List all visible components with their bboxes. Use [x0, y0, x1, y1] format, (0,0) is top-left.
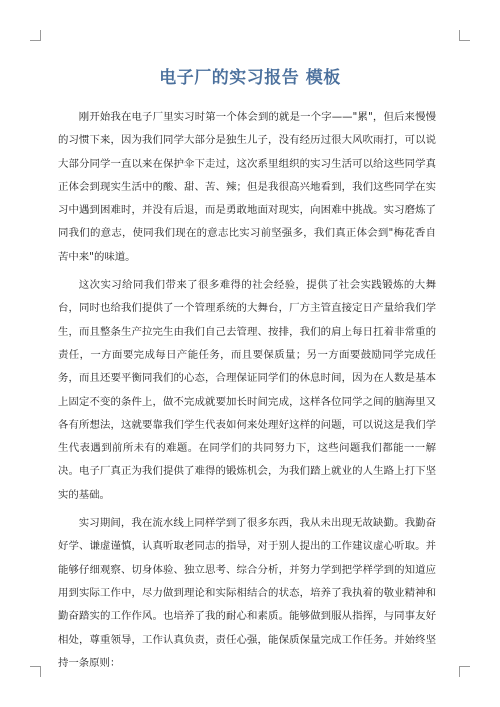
document-body — [58, 106, 436, 680]
paragraph-2: 这次实习给同我们带来了很多难得的社会经验，提供了社会实践锻炼的大舞台，同时也给我们提供了一个管理系统的大舞台，厂方主管直接定日产量给我们学生，而且整条生产拉完生由我们自己去管理、按排，我们的肩上每日扛着非常重的责任，一方面要完成每日产能任务，而且要保质量；另一方面要鼓励同学完成任务，而且还要平衡同我们的心态，合理保证同学们的休息时间，因为在人数是基本上固定不变的条件上，做不完成就要加长时间完成，这样各位同学之间的脑海里又各有所想法，这就要靠我们学生代表如何来处理好这样的问题，可以说这是我们学生代表遇到前所未有的难题。在同学们的共同努力下，这些问题我们都能一一解决。电子厂真正为我们提供了难得的锻炼机会，为我们踏上就业的人生路上打下坚实的基础。 — [58, 279, 436, 501]
document-title: 电子厂的实习报告 模板 — [159, 68, 341, 88]
paragraph-3: 实习期间，我在流水线上同样学到了很多东西，我从未出现无故缺勤。我勤奋好学、谦虚谨慎，认真听取老同志的指导，对于别人提出的工作建议虚心听取。并能够仔细观察、切身体验、独立思考、综合分析，并努力学到把学样学到的知道应用到实际工作中，尽力做到理论和实际相结合的状态，培养了我执着的敬业精神和勤奋踏实的工作作风。也培养了我的耐心和素质。能够做到服从指挥，与同事友好相处，尊重领导，工作认真负责，责任心强，能保质保量完成工作任务。并始终坚持一条原则： — [58, 517, 436, 669]
paragraph-1: 刚开始我在电子厂里实习时第一个体会到的就是一个字——"累"，但后来慢慢的习惯下来，因为我们同学大部分是独生儿子，没有经历过很大风吹雨打，可以说大部分同学一直以来在保护伞下走过，这次系里组织的实习生活可以给这些同学真正体会到现实生活中的酸、甜、苦、辣；但是我很高兴地看到，我们这些同学在实习中遇到困难时，并没有后退，而是勇敢地面对现实，向困难中挑战。实习磨炼了同我们的意志，使同我们现在的意志比实习前坚强多，我们真正体会到"梅花香自苦中来"的味道。 — [58, 111, 436, 263]
crop-mark-bottom-left — [30, 666, 41, 677]
crop-mark-top-right — [459, 30, 470, 41]
crop-mark-top-left — [30, 30, 41, 41]
crop-mark-bottom-right — [459, 666, 470, 677]
